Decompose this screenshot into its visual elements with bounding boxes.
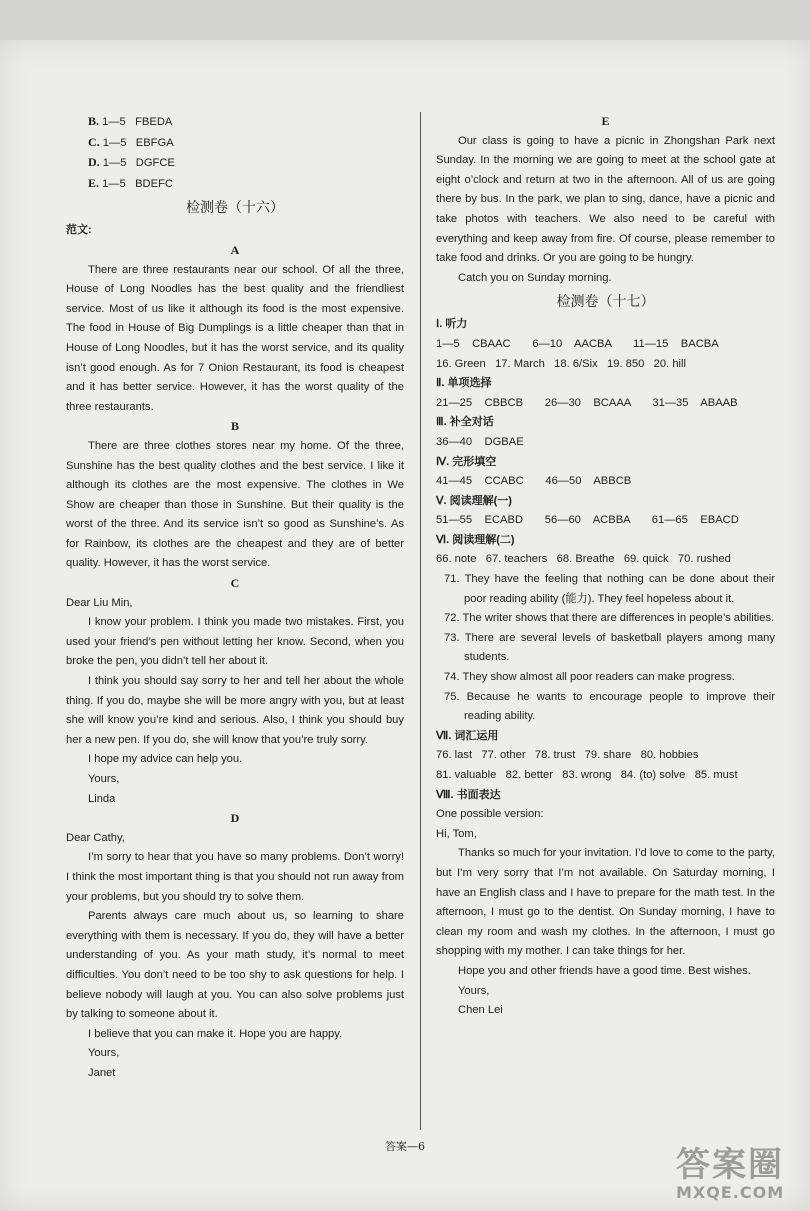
section-7-line-2: 81. valuable 82. better 83. wrong 84. (to) solve 85. must <box>436 769 738 781</box>
watermark-site-text: MXQE.COM <box>676 1183 785 1202</box>
letter-c-closing: Yours, <box>88 773 120 785</box>
section-4-line-1: 41—45 CCABC 46—50 ABBCB <box>436 475 632 488</box>
section-3-line-1: 36—40 DGBAE <box>436 435 524 448</box>
question-72-answer: 72. The writer shows that there are differences in people’s abilities. <box>444 612 775 625</box>
essay-e-para-2: Catch you on Sunday morning. <box>458 271 612 284</box>
section-6-label: Ⅵ. 阅读理解(二) <box>436 533 515 546</box>
answer-line-b: B. 1—5 FBEDA <box>88 114 173 128</box>
section-7-label: Ⅶ. 词汇运用 <box>436 729 499 742</box>
answer-line-c: C. 1—5 EBFGA <box>88 134 174 149</box>
section-4-label: Ⅳ. 完形填空 <box>436 455 497 468</box>
essay-e-para-1: Our class is going to have a picnic in Zhongshan Park next Sunday. In the morning we are going to meet at the school gate at eight o’clock and return at two in the afternoon. All of us are going there by bus. In the park, we plan to sing, dance, have a picnic and take photos with teachers. We also need to be careful with everything and keep away from fire. Of course, please remember to take food and drinks. Or you are going to be hungry. <box>436 134 775 265</box>
right-column <box>436 112 775 1021</box>
left-column <box>66 112 404 1084</box>
fanwen-label: 范文: <box>66 224 92 237</box>
section-7-line-1: 76. last 77. other 78. trust 79. share 80. hobbies <box>436 749 699 762</box>
letter-d-name: Janet <box>88 1066 116 1079</box>
essay-letter-a: A <box>230 242 240 257</box>
page-footer: 答案—6 <box>385 1140 425 1153</box>
essay-letter-c: C <box>230 576 240 591</box>
letter-c-para-1: I know your problem. I think you made two mistakes. First, you used your friend’s pen without letting her know. Second, when you broke the pen, you didn’t tell her about it. <box>66 616 404 668</box>
question-71-answer: 71. They have the feeling that nothing can be done about their poor reading ability (能力). They feel hopeless about it. <box>444 573 775 605</box>
section-2-line-1: 21—25 CBBCB 26—30 BCAAA 31—35 ABAAB <box>436 396 738 409</box>
answer-line-d: D. 1—5 DGFCE <box>88 155 175 170</box>
letter-c-para-2: I think you should say sorry to her and tell her about the whole thing. If you do, maybe she will be more angry with you, but at least she will know you’re kind and serious. Also, I think you should buy her a new pen. If you do, she will know that you’re truly sorry. <box>66 675 404 746</box>
letter-c-greeting: Dear Liu Min, <box>66 596 133 609</box>
question-73-answer: 73. There are several levels of basketball players among many students. <box>444 631 775 664</box>
answer-line-e: E. 1—5 BDEFC <box>88 175 173 190</box>
section-1-line-1: 1—5 CBAAC 6—10 AACBA 11—15 BACBA <box>436 337 719 350</box>
section-2-label: Ⅱ. 单项选择 <box>436 377 492 390</box>
essay-letter-e: E <box>601 114 610 128</box>
column-divider <box>420 112 421 1130</box>
section-3-label: Ⅲ. 补全对话 <box>436 416 494 429</box>
essay-letter-b: B <box>230 419 239 434</box>
letter-c-name: Linda <box>88 792 116 805</box>
watermark-logo <box>676 1146 806 1206</box>
watermark-main-text: 答案圈 <box>676 1145 784 1185</box>
letter-c-para-3: I hope my advice can help you. <box>88 753 243 766</box>
version-label: One possible version: <box>436 808 544 821</box>
essay-letter-d: D <box>230 811 240 826</box>
letter-d-para-1: I’m sorry to hear that you have so many problems. Don’t worry! I think the most important thing is that you should not run away from your problems, but you should try to solve them. <box>66 851 404 903</box>
essay-b-text: There are three clothes stores near my home. Of the three, Sunshine has the best quality clothes and the best service. I like it although its clothes are the most expensive. The clothes in We Show are cheaper than those in Sunshine. But their quality is the worst of the three. And its service isn’t so good as Sunshine’s. As for Rainbow, its clothes are the cheapest and they are of better quality. However, it has the worst service. <box>66 439 404 570</box>
essay-a-text: There are three restaurants near our school. Of all the three, House of Long Noodles has the best quality and the friendliest service. Most of us like it although its food is the most expensive. The food in House of Big Dumplings is a little cheaper than that in House of Long Noodles, but it has the worst service, and its quality isn’t good enough. As for 7 Onion Restaurant, its food is cheapest and it has better service. However, it has the worst quality of the three restaurants. <box>66 263 404 413</box>
letter-d-para-2: Parents always care much about us, so learning to share everything with them is necessary. If you do, they will have a better understanding of you. As your math study, it’s normal to meet difficulties. You don’t need to be too shy to ask questions for help. I believe nobody will laugh at you. You can also solve problems just by talking to someone about it. <box>66 910 404 1021</box>
letter-tom-para-2: Hope you and other friends have a good time. Best wishes. <box>458 964 751 977</box>
letter-tom-para-1: Thanks so much for your invitation. I’d love to come to the party, but I’m very sorry that I’m not available. On Saturday morning, I have an English class and I have to prepare for the math test. In the afternoon, I must go to the dentist. On Sunday morning, I have to clean my room and wash my clothes. In the afternoon, I must go shopping with my mother. I can take things for her. <box>436 847 775 958</box>
letter-d-greeting: Dear Cathy, <box>66 831 125 844</box>
question-75-answer: 75. Because he wants to encourage people to improve their reading ability. <box>444 690 775 723</box>
section-title-17: 检测卷（十七） <box>556 294 655 311</box>
letter-tom-name: Chen Lei <box>458 1004 503 1017</box>
section-8-label: Ⅷ. 书面表达 <box>436 788 501 801</box>
letter-d-closing: Yours, <box>88 1047 120 1060</box>
section-1-label: Ⅰ. 听力 <box>436 318 468 331</box>
question-74-answer: 74. They show almost all poor readers can make progress. <box>444 671 735 684</box>
section-title-16: 检测卷（十六） <box>186 200 284 217</box>
letter-tom-greeting: Hi, Tom, <box>436 827 477 840</box>
letter-tom-closing: Yours, <box>458 984 490 997</box>
section-1-line-2: 16. Green 17. March 18. 6/Six 19. 850 20. hill <box>436 357 686 370</box>
section-5-line-1: 51—55 ECABD 56—60 ACBBA 61—65 EBACD <box>436 514 739 527</box>
section-5-label: Ⅴ. 阅读理解(一) <box>436 494 512 507</box>
letter-d-para-3: I believe that you can make it. Hope you are happy. <box>88 1027 343 1040</box>
section-6-line-1: 66. note 67. teachers 68. Breathe 69. quick 70. rushed <box>436 553 731 566</box>
